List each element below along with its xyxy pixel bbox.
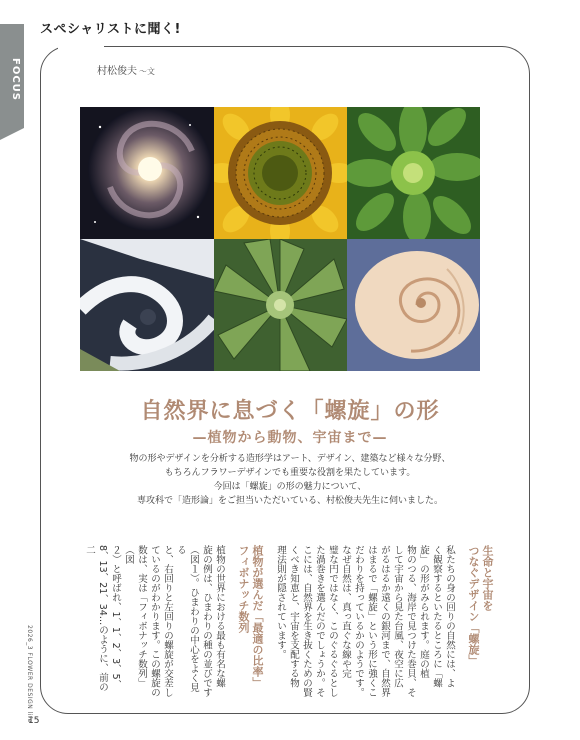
body-line: 数は、実は「フィボナッチ数列」（図 bbox=[123, 545, 147, 688]
body-line: なぜ自然は、真っ直ぐな線や完 bbox=[340, 545, 351, 678]
side-tab-tip bbox=[0, 128, 24, 140]
body-line: 物のつる、海岸で見つけた巻貝、そ bbox=[405, 545, 416, 697]
section-title: スペシャリストに聞く! bbox=[40, 22, 181, 37]
body-column bbox=[83, 545, 226, 700]
green-leaves-photo bbox=[347, 107, 480, 239]
section-heading-line: フィボナッチ数列 bbox=[237, 545, 250, 633]
spiral-photo-grid bbox=[80, 107, 480, 371]
body-line: こには、自然界を生き抜くための賢 bbox=[301, 545, 312, 697]
article-headline: 自然界に息づく「螺旋」の形 bbox=[140, 399, 440, 424]
intro-line: 物の形やデザインを分析する造形学はアート、デザイン、建築など様々な分野、 bbox=[129, 454, 451, 464]
body-line: 8、13、21、34…のように、前の二 bbox=[84, 545, 108, 692]
body-line: 璧な円ではなく、このぐるぐるとし bbox=[327, 545, 338, 697]
cyclone-photo bbox=[80, 239, 214, 371]
body-line: 旋」の形がみられます。庭の植 bbox=[418, 545, 429, 678]
nautilus-shell-photo bbox=[347, 239, 480, 371]
body-line: がるはるか遠くの銀河まで、自然界 bbox=[379, 545, 390, 697]
side-tab-label: FOCUS bbox=[10, 58, 21, 101]
sunflower-photo bbox=[214, 107, 347, 239]
body-line: ているのがわかります。この螺旋の bbox=[149, 545, 160, 697]
body-line: く観察するといたるところに「螺 bbox=[431, 545, 442, 688]
magazine-issue-label: 2026_3 FLOWER DESIGN life bbox=[26, 625, 33, 723]
body-line: ２）と呼ばれ、1、1、2、3、5、 bbox=[110, 545, 121, 690]
article-body bbox=[80, 545, 494, 700]
spiral-galaxy-photo bbox=[80, 107, 214, 239]
author-role: 〜文 bbox=[139, 67, 155, 76]
section-heading-line: つなぐデザイン「螺旋」 bbox=[467, 545, 480, 666]
galaxy-image bbox=[80, 107, 214, 239]
frame-gap bbox=[58, 40, 104, 52]
body-line: だわりを持っているかのようです。 bbox=[353, 545, 364, 697]
body-line: 植物の世界における最も有名な螺 bbox=[214, 545, 225, 688]
body-line: はまるで「螺旋」という形に強くこ bbox=[366, 545, 377, 697]
body-column bbox=[274, 545, 456, 700]
section-heading-line: 生命と宇宙を bbox=[481, 545, 494, 611]
author-name: 村松俊夫 bbox=[97, 66, 137, 77]
section-heading-line: 植物が選んだ「最適の比率」 bbox=[251, 545, 264, 688]
intro-line: 専攻科で「造形論」をご担当いただいている、村松俊夫先生に伺いました。 bbox=[136, 496, 443, 506]
body-line: た渦巻きを選んだのでしょうか。そ bbox=[314, 545, 325, 697]
cyclone-image bbox=[80, 239, 214, 371]
intro-line: 今回は「螺旋」の形の魅力について、 bbox=[213, 482, 367, 492]
article-subhead: —植物から動物、宇宙まで— bbox=[192, 430, 388, 446]
leaves-image bbox=[347, 107, 480, 239]
page-number: 15 bbox=[28, 716, 40, 726]
nautilus-image bbox=[347, 239, 480, 371]
body-line: （図１）。ひまわりの中心をよく見る bbox=[175, 545, 199, 693]
intro-line: もちろんフラワーデザインでも重要な役割を果たしています。 bbox=[164, 468, 416, 478]
aloe-image bbox=[214, 239, 347, 371]
side-tab bbox=[0, 24, 24, 128]
section-heading bbox=[236, 545, 264, 700]
sunflower-image bbox=[214, 107, 347, 239]
byline bbox=[97, 62, 155, 77]
intro-paragraph bbox=[0, 452, 580, 508]
body-line: 理法則が隠されています。 bbox=[275, 545, 286, 659]
body-line: 私たちの身の回りの自然には、よ bbox=[444, 545, 455, 688]
body-line: と、右回りと左回りの螺旋が交差し bbox=[162, 545, 173, 697]
spiral-aloe-photo bbox=[214, 239, 347, 371]
body-line: 旋の例は、ひまわりの種の並びです bbox=[201, 545, 212, 697]
body-line: くべき知恵と、宇宙を支配する物 bbox=[288, 545, 299, 688]
section-heading bbox=[466, 545, 494, 700]
body-line: して宇宙から見た台風、夜空に広 bbox=[392, 545, 403, 688]
